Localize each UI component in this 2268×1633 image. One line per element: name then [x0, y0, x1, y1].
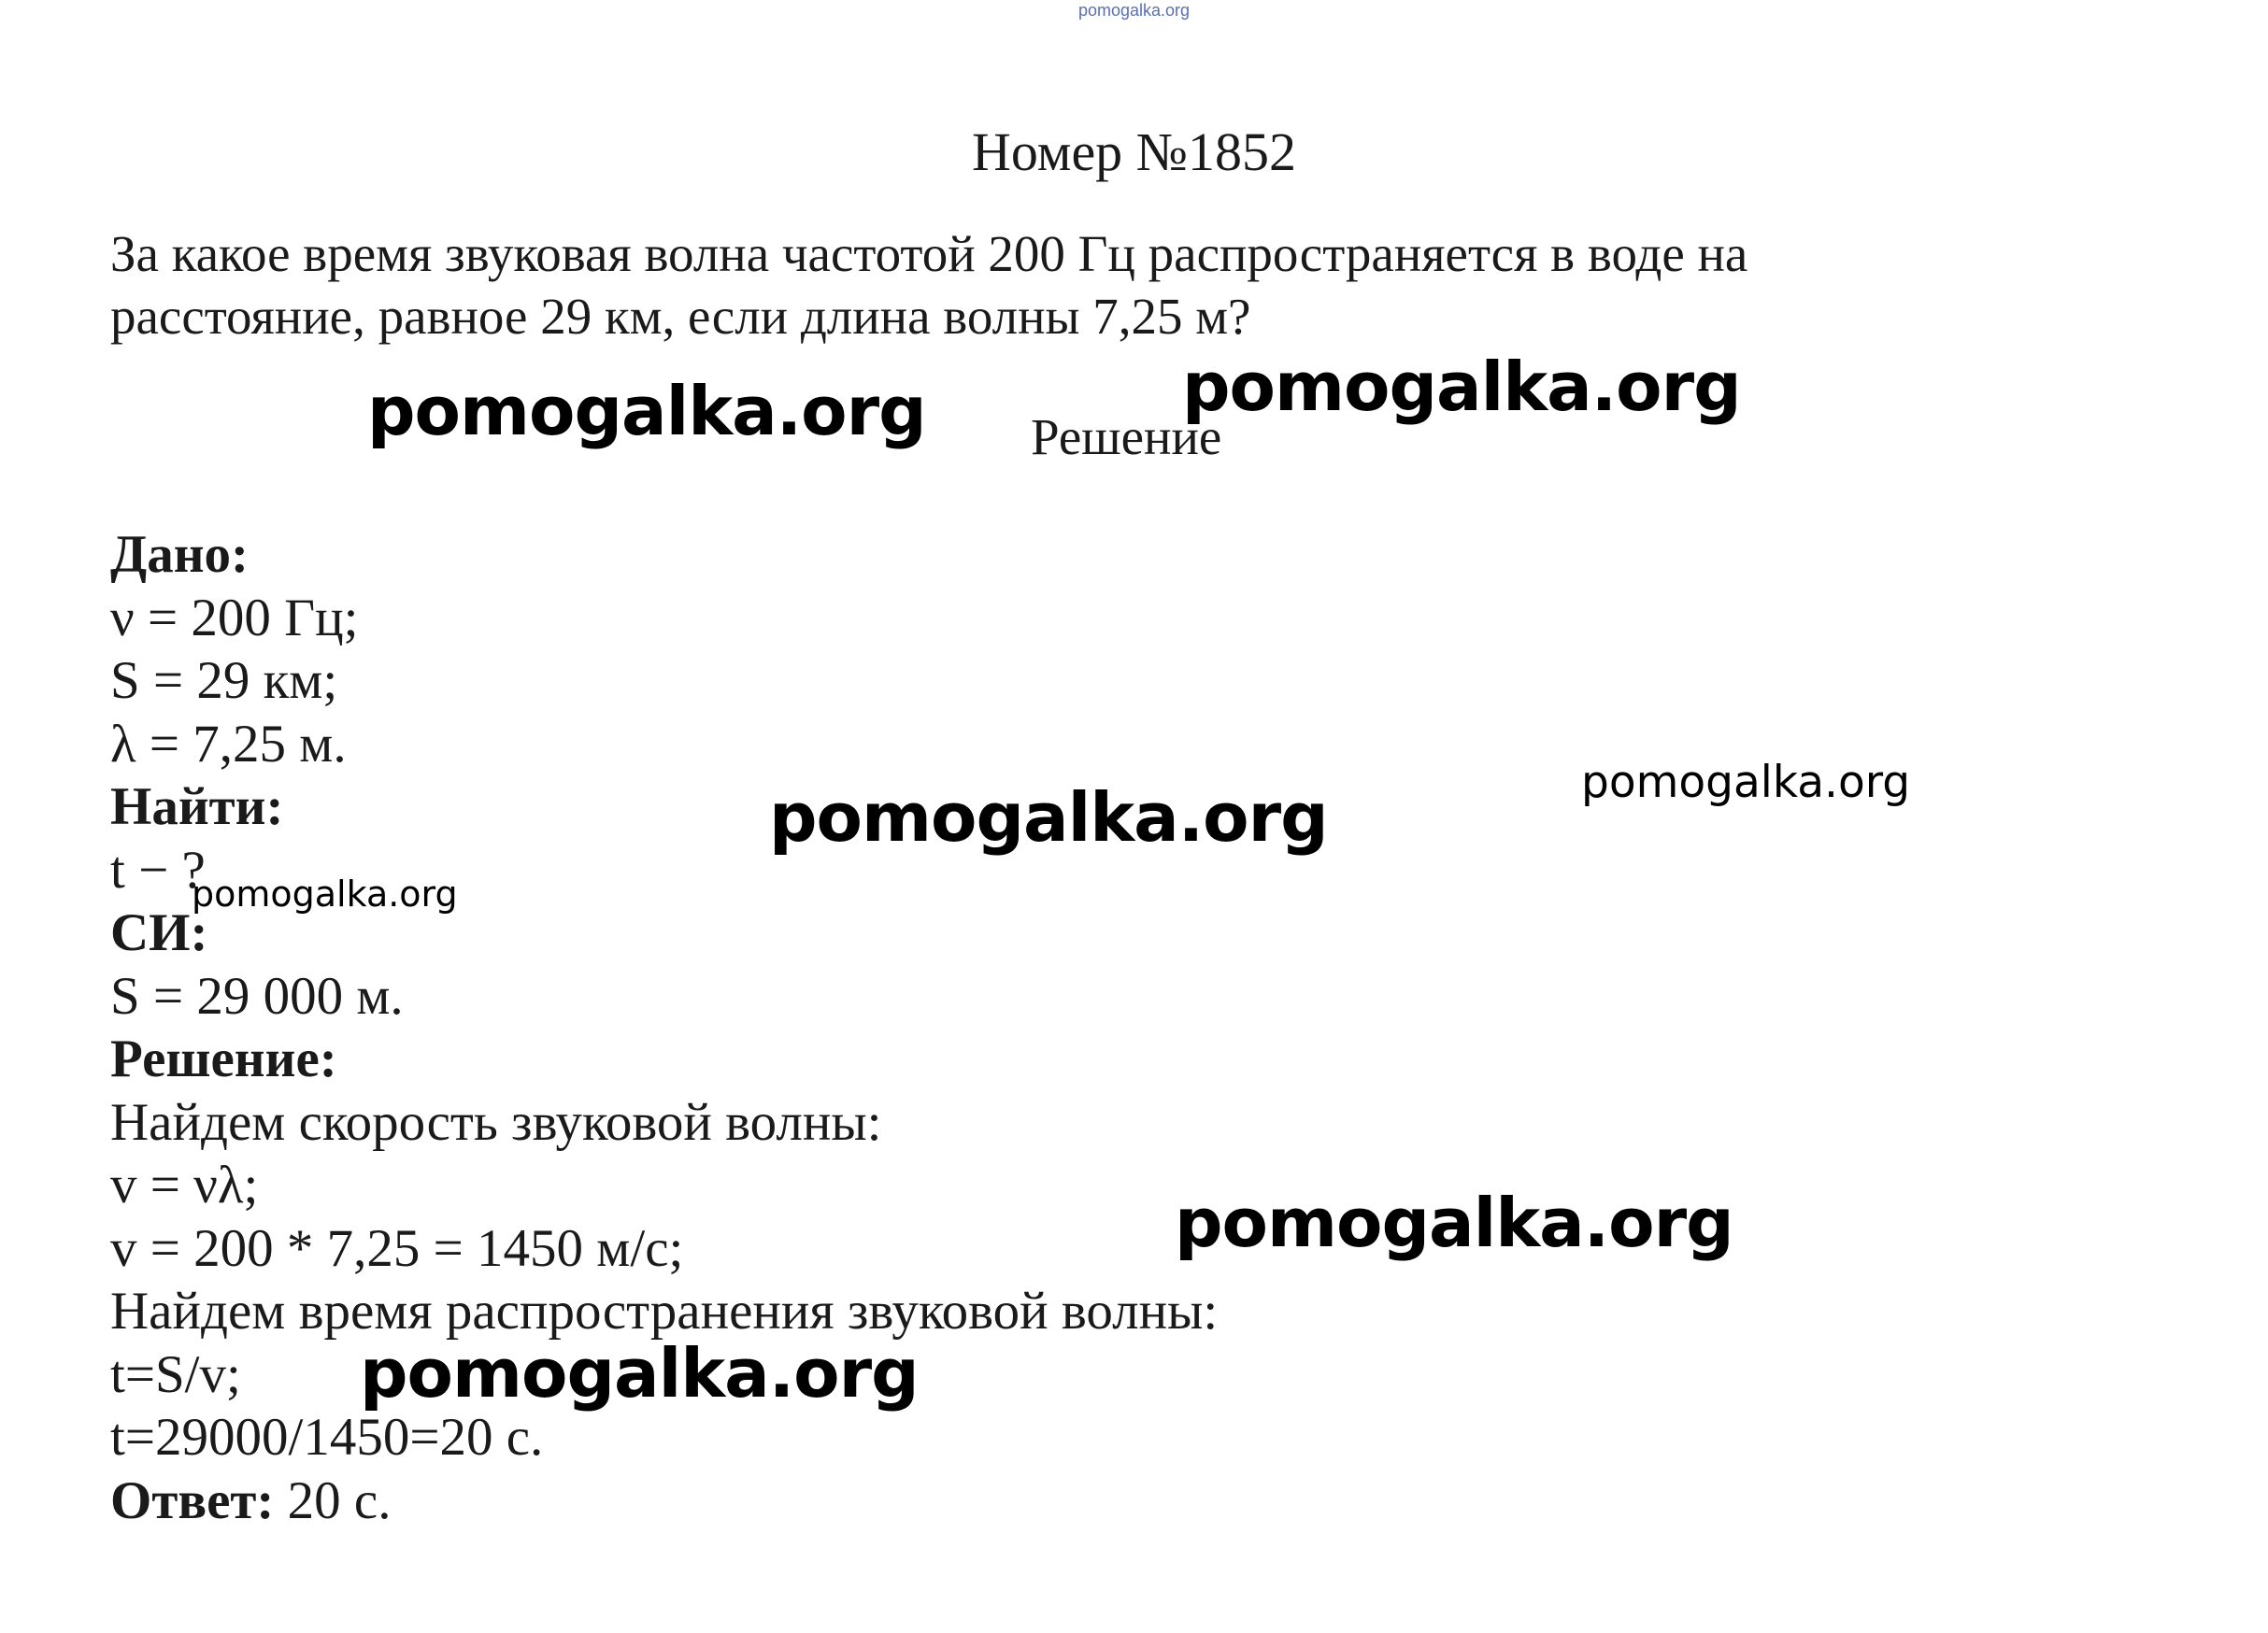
problem-line-2: расстояние, равное 29 км, если длина волны 7,25 м? [110, 288, 1251, 345]
site-mark: pomogalka.org [1077, 1, 1191, 20]
watermark: pomogalka.org [1581, 757, 1911, 808]
si-distance: S = 29 000 м. [110, 966, 404, 1026]
step-time-formula: t=S/v; [110, 1344, 241, 1404]
find-time: t − ? [110, 840, 206, 900]
given-wavelength: λ = 7,25 м. [110, 714, 347, 774]
watermark: pomogalka.org [192, 873, 458, 915]
step-find-speed: Найдем скорость звуковой волны: [110, 1092, 882, 1152]
step-find-time: Найдем время распространения звуковой волны: [110, 1282, 1219, 1341]
step-speed-formula: v = νλ; [110, 1156, 259, 1214]
watermark: pomogalka.org [1175, 1184, 1733, 1262]
step-speed-calc: v = 200 * 7,25 = 1450 м/с; [110, 1218, 684, 1278]
solution-heading: Решение [1031, 408, 1222, 465]
find-label: Найти: [110, 777, 284, 836]
problem-statement [110, 222, 1979, 348]
si-label: СИ: [110, 903, 208, 962]
watermark: pomogalka.org [1182, 348, 1741, 426]
watermark: pomogalka.org [367, 372, 926, 450]
step-time-calc: t=29000/1450=20 с. [110, 1408, 544, 1467]
watermark: pomogalka.org [360, 1334, 919, 1413]
given-frequency: ν = 200 Гц; [110, 588, 359, 647]
answer-label: Ответ: [110, 1470, 275, 1530]
given-label: Дано: [110, 525, 250, 584]
solution-label: Решение: [110, 1030, 337, 1088]
given-distance: S = 29 км; [110, 651, 338, 710]
watermark: pomogalka.org [769, 778, 1328, 857]
answer-value: 20 с. [274, 1470, 392, 1530]
page-title: Номер №1852 [971, 121, 1297, 182]
answer-line [110, 1470, 1218, 1533]
problem-line-1: За какое время звуковая волна частотой 200 Гц распространяется в воде на [110, 225, 1748, 282]
